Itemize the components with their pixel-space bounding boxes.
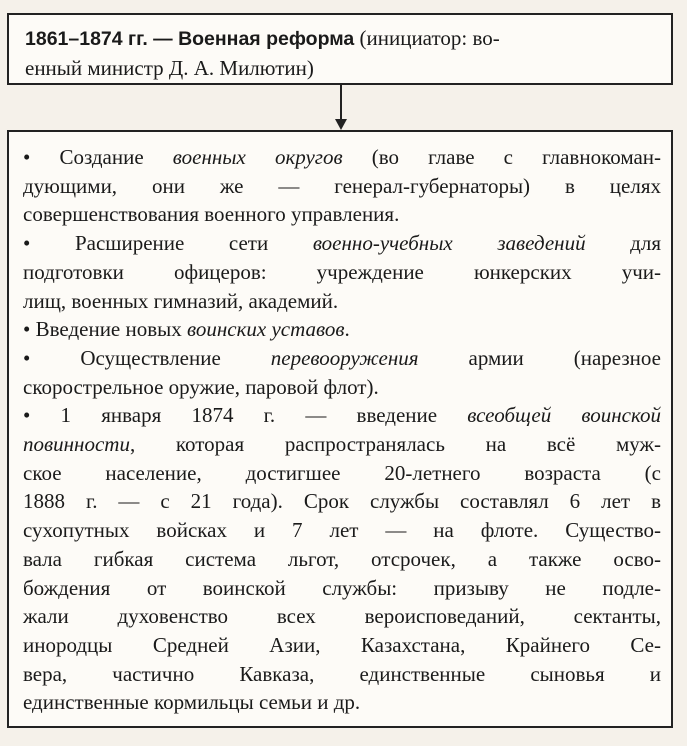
item-1-line-3: совершенствования военного управления. <box>23 202 400 227</box>
reform-header-box <box>7 13 673 85</box>
term-military-schools: военно-учебных заведений <box>312 231 586 256</box>
item-2-line-3: лищ, военных гимназий, академий. <box>23 288 339 313</box>
term-military-regulations: воинских уставов <box>187 317 345 342</box>
term-universal-conscription: всеобщей воинской <box>467 403 662 428</box>
item-1-line-2: дующими, они же — генерал-губернаторы) в целях <box>23 173 661 198</box>
item-3-line-1: • Введение новых воинских уставов. <box>23 317 350 342</box>
item-4-line-1: • Осуществление перевооружения армии (нарезное <box>23 345 661 370</box>
item-4-line-2: скорострельное оружие, паровой флот). <box>23 374 379 399</box>
item-2-line-1: • Расширение сети военно-учебных заведений для <box>23 231 662 256</box>
item-5-line-10: вера, частично Кавказа, единственные сыновья и <box>23 661 661 686</box>
connector-line <box>340 85 342 121</box>
item-5-line-3: ское население, достигшее 20-летнего возраста (с <box>23 460 661 485</box>
reform-title: 1861–1874 гг. — Военная реформа <box>25 28 355 50</box>
header-text-line2: енный министр Д. А. Милютин) <box>25 56 314 80</box>
item-1-line-1: • Создание военных округов (во главе с главнокоман- <box>23 145 662 169</box>
arrow-down-icon <box>335 119 347 130</box>
item-5-line-8: жали духовенство всех вероисповеданий, сектанты, <box>23 604 661 629</box>
item-5-line-4: 1888 г. — с 21 года). Срок службы составлял 6 лет в <box>23 489 661 514</box>
item-5-line-6: вала гибкая система льгот, отсрочек, а также осво- <box>23 546 661 571</box>
item-5-line-1: • 1 января 1874 г. — введение всеобщей воинской <box>23 403 662 428</box>
item-5-line-9: инородцы Средней Азии, Казахстана, Крайнего Се- <box>23 632 661 657</box>
item-5-line-2: повинности, которая распространялась на всё муж- <box>23 432 661 457</box>
term-military-districts: военных округов <box>172 145 343 169</box>
term-rearmament: перевооружения <box>270 345 419 370</box>
item-5-line-7: бождения от воинской службы: призыву не подле- <box>23 575 661 600</box>
reform-details-box <box>7 130 673 728</box>
item-5-line-11: единственные кормильцы семьи и др. <box>23 690 361 715</box>
item-5-line-5: сухопутных войсках и 7 лет — на флоте. Существо- <box>23 518 661 543</box>
item-2-line-2: подготовки офицеров: учреждение юнкерских учи- <box>23 259 661 284</box>
header-text-line1: (инициатор: во- <box>354 26 500 50</box>
